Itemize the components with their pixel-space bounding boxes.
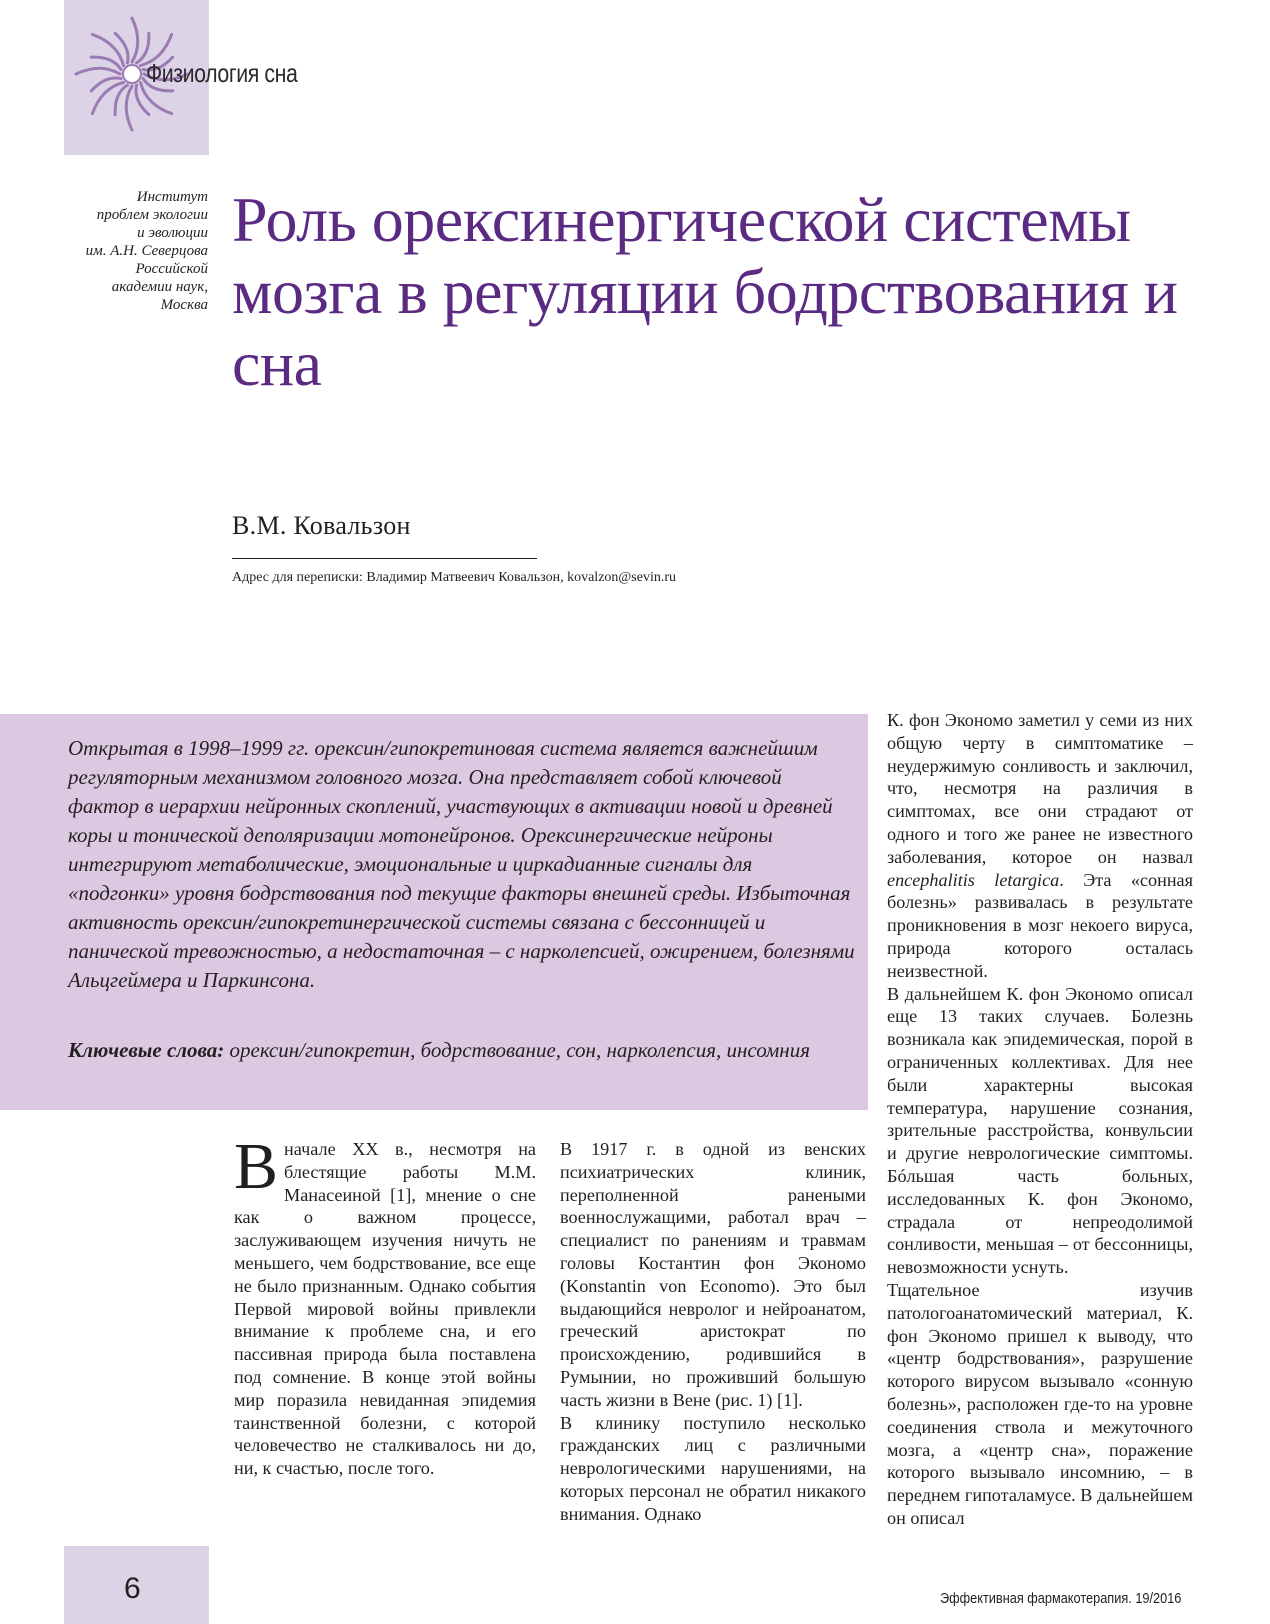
page-number: 6: [124, 1572, 141, 1605]
affiliation-line: проблем экологии: [96, 207, 208, 223]
starburst-ray: [132, 18, 138, 62]
paragraph: Тщательное изучив патологоанатомический материал, К. фон Экономо пришел к выводу, что «центр бодрствования», разрушение которого вирусом вызывало «сонную болезнь», расположен где-то на уровне соединения ствола и межуточного мозга, а «центр сна», поражение которого вызывало инсомнию, – в переднем гипоталамусе. В дальнейшем он описал: [887, 1279, 1193, 1528]
affiliation-line: Институт: [136, 189, 208, 205]
abstract-text: Открытая в 1998–1999 гг. орексин/гипокретиновая система является важнейшим регуляторным механизмом головного мозга. Она представляет собой ключевой фактор в иерархии нейронных скоплений, участвующих в активации новой и древней коры и тонической деполяризации мотонейронов. Орексинергические нейроны интегрируют метаболические, эмоциональные и циркадианные сигналы для «подгонки» уровня бодрствования под текущие факторы внешней среды. Избыточная активность орексин/гипокретинергической системы связана с бессонницей и панической тревожностью, а недостаточная – с нарколепсией, ожирением, болезнями Альцгеймера и Паркинсона.: [68, 736, 855, 992]
starburst-ray: [126, 86, 132, 130]
keywords-label: Ключевые слова:: [68, 1038, 225, 1062]
paragraph: В 1917 г. в одной из венских психиатрических клиник, переполненной ранеными военнослужащими, работал врач – специалист по ранениям и травмам головы Костантин фон Экономо (Konstantin von Economo). Это был выдающийся невролог и нейроанатом, греческий аристократ по происхождению, родившийся в Румынии, но проживший большую часть жизни в Вене (рис. 1) [1].: [560, 1139, 866, 1410]
affiliation: [40, 188, 208, 314]
affiliation-line: Российской: [135, 261, 208, 277]
affiliation-line: Москва: [160, 297, 208, 313]
paragraph: [887, 709, 1193, 983]
section-title: Физиология сна: [146, 58, 298, 88]
article-title: Роль орексинергической системы мозга в регуляции бодрствования и сна: [232, 184, 1178, 399]
affiliation-line: им. А.Н. Северцова: [85, 243, 208, 259]
author-divider: [232, 558, 537, 559]
paragraph: начале XX в., несмотря на блестящие работы М.М. Манасеиной [1], мнение о сне как о важном процессе, заслуживающем изучения ничуть не меньшего, чем бодрствование, все еще не было признанным. Однако события Первой мировой войны привлекли внимание к проблеме сна, и его пассивная природа была поставлена под сомнение. В конце этой войны мир поразила невиданная эпидемия таинственной болезни, с которой человечество не сталкивалось ни до, ни, к счастью, после того.: [234, 1139, 536, 1479]
keywords: [68, 1036, 856, 1065]
latin-term: encephalitis letargica: [887, 869, 1060, 890]
journal-name: Эффективная фармакотерапия. 19/2016: [940, 1590, 1182, 1607]
keywords-list: орексин/гипокретин, бодрствование, сон, нарколепсия, инсомния: [229, 1038, 810, 1062]
affiliation-line: академии наук,: [111, 279, 208, 295]
drop-cap: В: [234, 1130, 279, 1203]
body-column-1: [234, 1130, 536, 1480]
correspondence-address: Адрес для переписки: Владимир Матвеевич Ковальзон, kovalzon@sevin.ru: [232, 570, 677, 585]
starburst-ray: [76, 68, 120, 74]
author-name: В.М. Ковальзон: [232, 511, 411, 540]
text-run: . Эта «сонная болезнь» развивалась в результате проникновения в мозг некоего вируса, природа которого осталась неизвестной.: [887, 869, 1193, 981]
paragraph: В клинику поступило несколько гражданских лиц с различными неврологическими нарушениями, на которых персонал не обратил никакого внимания. Однако: [560, 1412, 866, 1524]
paragraph: В дальнейшем К. фон Экономо описал еще 13 таких случаев. Болезнь возникала как эпидемическая, порой в ограниченных коллективах. Для нее были характерны высокая температура, нарушение сознания, зрительные расстройства, конвульсии и другие неврологические симптомы. Бóльшая часть больных, исследованных К. фон Экономо, страдала от непреодолимой сонливости, меньшая – от бессонницы, невозможности уснуть.: [887, 983, 1193, 1278]
text-run: К. фон Экономо заметил у семи из них общую черту в симптоматике – неудержимую сонливость и заключил, что, несмотря на различия в симптомах, все они страдают от одного и того же ранее не известного заболевания, которое он назвал: [887, 710, 1193, 867]
body-column-3: [887, 709, 1193, 1530]
body-column-2: [560, 1138, 866, 1526]
affiliation-line: и эволюции: [137, 225, 208, 241]
